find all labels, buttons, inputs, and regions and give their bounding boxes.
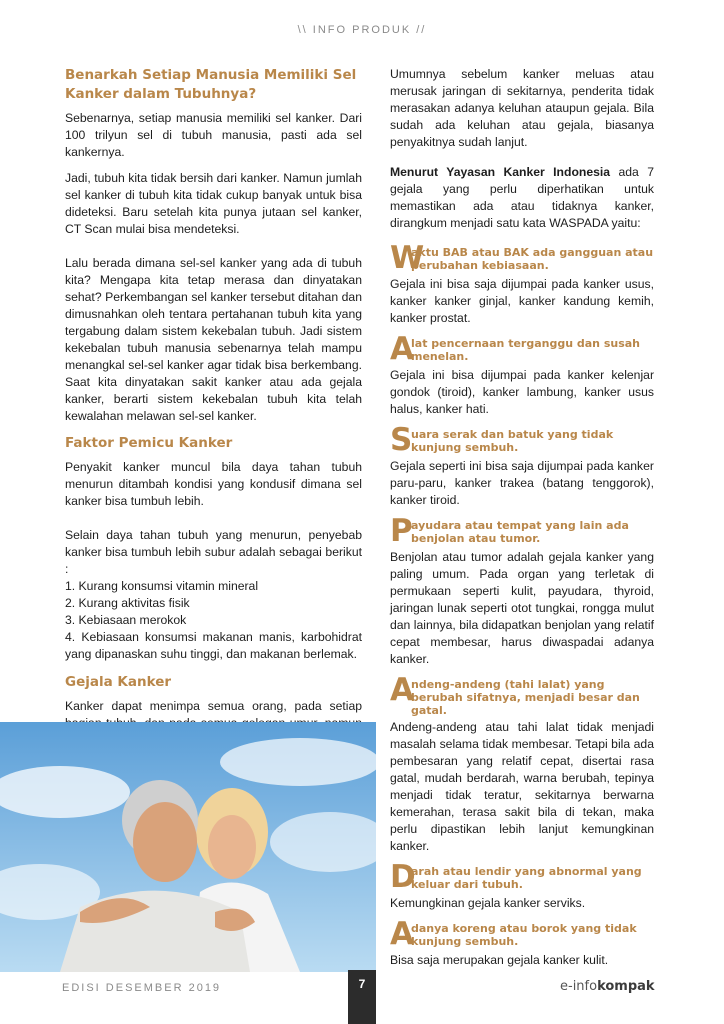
list-item: 1. Kurang konsumsi vitamin mineral — [65, 579, 259, 593]
waspada-source: Menurut Yayasan Kanker Indonesia — [390, 165, 611, 179]
paragraph: Sebenarnya, setiap manusia memiliki sel kanker. Dari 100 trilyun sel di tubuh manusia, pasti ada sel kankernya. — [65, 111, 362, 159]
brand-logo — [560, 979, 655, 994]
drop-cap: P — [390, 513, 413, 549]
brand-prefix: e-info — [560, 979, 598, 994]
symptom-title: ayudara atau tempat yang lain ada benjolan atau tumor. — [411, 519, 629, 545]
symptom-title: arah atau lendir yang abnormal yang keluar dari tubuh. — [411, 865, 642, 891]
symptom-title: aktu BAB atau BAK ada gangguan atau perubahan kebiasaan. — [411, 246, 654, 272]
symptom-title: danya koreng atau borok yang tidak kunjung sembuh. — [411, 922, 637, 948]
right-column — [390, 66, 654, 969]
symptom-p — [390, 513, 654, 668]
drop-cap: D — [390, 859, 416, 895]
symptom-title: ndeng-andeng (tahi lalat) yang berubah sifatnya, menjadi besar dan gatal. — [411, 678, 640, 717]
paragraph: Selain daya tahan tubuh yang menurun, penyebab kanker bisa tumbuh lebih subur adalah sebagai berikut : — [65, 528, 362, 576]
brand-bold: kompak — [597, 979, 655, 994]
symptom-d — [390, 859, 654, 912]
symptom-a1 — [390, 331, 654, 418]
drop-cap: A — [390, 331, 414, 367]
symptom-title: uara serak dan batuk yang tidak kunjung sembuh. — [411, 428, 614, 454]
paragraph: Lalu berada dimana sel-sel kanker yang ada di tubuh kita? Mengapa kita tetap merasa dan dinyatakan sehat? Perkembangan sel kanker tersebut ditahan dan dimusnahkan oleh tentara pertahanan tubuh kita yang tergabung dalam sistem kekebalan tubuh. Jadi sistem kekebalan tubuh manusia sebenarnya telah mampu menangkal sel-sel kanker agar tidak bisa berkembang. Saat kita dinyatakan sakit kanker atau ada gejala kanker, berarti sistem kekebalan tubuh kita telah kewalahan melawan sel-sel kanker. — [65, 256, 362, 423]
cause-list — [65, 578, 362, 663]
list-item: 3. Kebiasaan merokok — [65, 613, 187, 627]
symptom-body: Bisa saja merupakan gejala kanker kulit. — [390, 953, 609, 967]
drop-cap: S — [390, 422, 413, 458]
edition-label: EDISI DESEMBER 2019 — [62, 982, 222, 994]
list-item: 2. Kurang aktivitas fisik — [65, 596, 190, 610]
section-title-faktor-pemicu: Faktor Pemicu Kanker — [65, 435, 233, 451]
section-header: \\ INFO PRODUK // — [297, 24, 427, 36]
section-title-sel-kanker: Benarkah Setiap Manusia Memiliki Sel Kanker dalam Tubuhnya? — [65, 67, 357, 102]
waspada-intro — [390, 164, 654, 232]
symptom-w — [390, 240, 654, 327]
section-title-gejala-kanker: Gejala Kanker — [65, 674, 172, 690]
paragraph: Umumnya sebelum kanker meluas atau merusak jaringan di sekitarnya, penderita tidak merasakan adanya keluhan ataupun gejala. Bila sudah ada keluhan atau gejala, biasanya penyakitnya sudah lanjut. — [390, 67, 654, 149]
drop-cap: A — [390, 672, 414, 708]
symptom-body: Gejala seperti ini bisa saja dijumpai pada kanker paru-paru, kanker trakea (batang tenggorok), kanker tiroid. — [390, 459, 654, 507]
drop-cap: W — [390, 240, 425, 276]
waspada-text: ada 7 gejala yang perlu diperhatikan untuk memastikan ada atau tidaknya kanker, dirangkum menjadi satu kata WASPADA yaitu: — [390, 165, 654, 230]
symptom-body: Gejala ini bisa dijumpai pada kanker kelenjar gondok (tiroid), kanker lambung, kanker usus halus, kanker hati. — [390, 368, 654, 416]
symptom-body: Kemungkinan gejala kanker serviks. — [390, 896, 586, 910]
paragraph: Jadi, tubuh kita tidak bersih dari kanker. Namun jumlah sel kanker di tubuh kita tidak cukup banyak untuk bisa dideteksi. Baru setelah kita punya jutaan sel kanker, CT Scan mulai bisa mendeteksi. — [65, 171, 362, 236]
couple-photo — [0, 722, 376, 972]
drop-cap: A — [390, 916, 414, 952]
symptom-body: Andeng-andeng atau tahi lalat tidak menjadi masalah selama tidak membesar. Tetapi bila ada pembesaran yang relatif cepat, disertai rasa gatal, mudah berdarah, warna berubah, tepinya menjadi tidak teratur, sekitarnya berwarna kemerahan, terasa sakit bila di tekan, maka perlu dipastikan lebih lanjut kemungkinan kanker. — [390, 720, 654, 853]
paragraph: Kanker dapat menimpa semua orang, pada setiap — [65, 699, 362, 713]
symptom-body: Gejala ini bisa saja dijumpai pada kanker usus, kanker kanker ginjal, kanker kandung kemih, kanker prostat. — [390, 277, 654, 325]
symptom-s — [390, 422, 654, 509]
list-item: 4. Kebiasaan konsumsi makanan manis, karbohidrat yang dipanaskan suhu tinggi, dan makanan berlemak. — [65, 630, 362, 661]
symptom-title: lat pencernaan terganggu dan susah menelan. — [411, 337, 641, 363]
page-number: 7 — [348, 970, 376, 1024]
symptom-a2 — [390, 672, 654, 855]
symptom-body: Benjolan atau tumor adalah gejala kanker yang paling umum. Pada organ yang terletak di permukaan seperti kulit, payudara, thyroid, jaringan lunak seperti otot tungkai, rongga mulut dan lainnya, bila didapatkan benjolan yang relatif cepat membesar, harus diwaspadai adanya kanker. — [390, 550, 654, 666]
symptom-a3 — [390, 916, 654, 969]
paragraph: Penyakit kanker muncul bila daya tahan tubuh menurun ditambah kondisi yang kondusif dimana sel kanker bisa tumbuh lebih. — [65, 460, 362, 508]
left-column — [65, 66, 362, 775]
